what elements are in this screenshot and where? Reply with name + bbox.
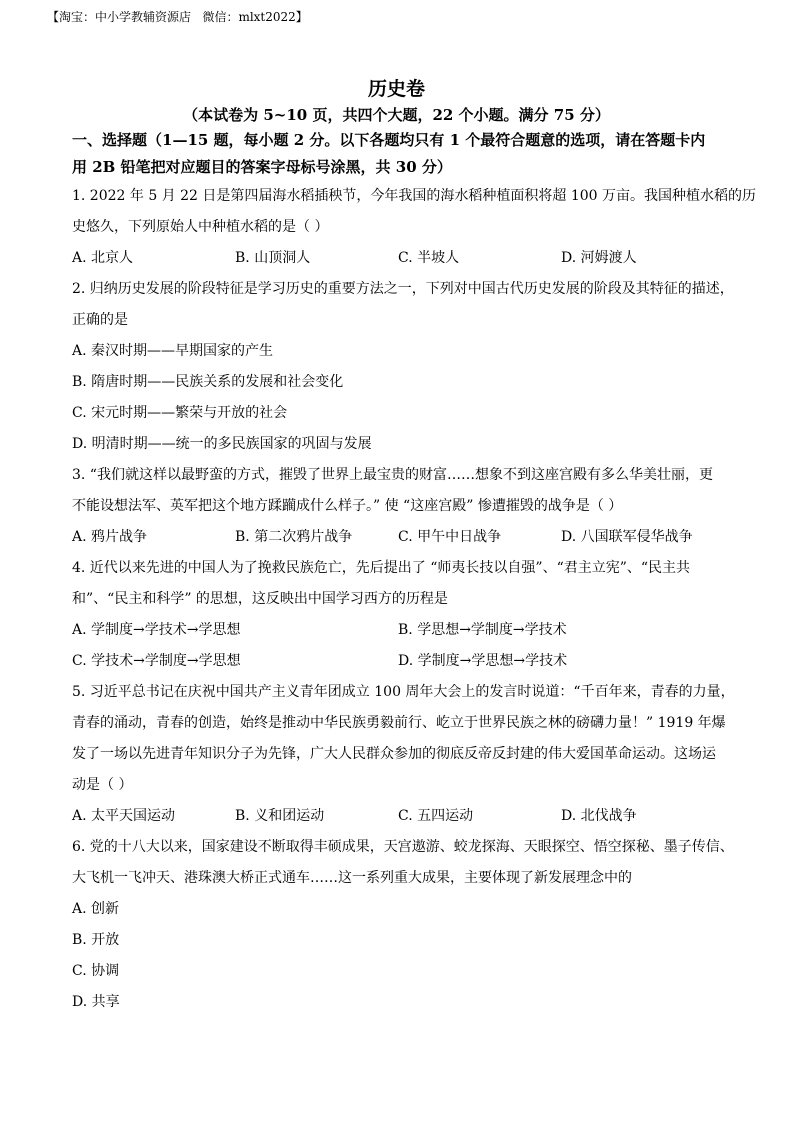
option-c: C. 甲午中日战争 (398, 529, 502, 545)
section-heading-line: 用 2B 铅笔把对应题目的答案字母标号涂黑，共 30 分） (72, 158, 452, 176)
option-row (72, 646, 724, 677)
question-stem: 动是（ ） (72, 777, 133, 793)
option-c: C. 学技术→学制度→学思想 (72, 653, 241, 669)
question-stem: 青春的涌动，青春的创造，始终是推动中华民族勇毅前行、屹立于世界民族之林的磅礴力量！” 1919 年爆 (72, 715, 726, 731)
question-stem: 6. 党的十八大以来，国家建设不断取得丰硕成果，天宫遨游、蛟龙探海、天眼探空、悟空探秘、墨子传信、 (72, 839, 734, 855)
option-d: D. 共享 (72, 994, 120, 1010)
option-b: B. 山顶洞人 (235, 250, 311, 266)
question-1 (72, 181, 757, 274)
page-header: 【淘宝：中小学教辅资源店 微信：mlxt2022】 (47, 10, 308, 24)
option-c: C. 宋元时期——繁荣与开放的社会 (72, 405, 288, 421)
option-row (72, 522, 724, 553)
question-stem: 不能设想法军、英军把这个地方蹂躏成什么样子。” 使 “这座宫殿” 惨遭摧毁的战争是（ ） (72, 498, 623, 514)
question-stem: 4. 近代以来先进的中国人为了挽救民族危亡，先后提出了 “师夷长技以自强”、“君主立宪”、“民主共 (72, 560, 691, 576)
question-stem: 发了一场以先进青年知识分子为先锋，广大人民群众参加的彻底反帝反封建的伟大爱国革命运动。这场运 (72, 746, 716, 762)
question-list (72, 181, 757, 1018)
question-stem: 史悠久，下列原始人中种植水稻的是（ ） (72, 219, 329, 235)
option-row (72, 801, 724, 832)
option-a: A. 太平天国运动 (72, 808, 176, 824)
question-stem: 1. 2022 年 5 月 22 日是第四届海水稻插秧节，今年我国的海水稻种植面积将超 100 万亩。我国种植水稻的历 (72, 188, 757, 204)
option-d: D. 北伐战争 (561, 808, 637, 824)
option-a: A. 鸦片战争 (72, 529, 148, 545)
question-5 (72, 677, 735, 832)
section-heading-line: 一、选择题（1—15 题，每小题 2 分。以下各题均只有 1 个最符合题意的选项，请在答题卡内 (72, 131, 706, 149)
option-b: B. 学思想→学制度→学技术 (398, 622, 567, 638)
question-stem: 大飞机一飞冲天、港珠澳大桥正式通车……这一系列重大成果，主要体现了新发展理念中的 (72, 870, 632, 886)
question-stem: 2. 归纳历史发展的阶段特征是学习历史的重要方法之一，下列对中国古代历史发展的阶段及其特征的描述， (72, 281, 734, 297)
option-a: A. 学制度→学技术→学思想 (72, 622, 241, 638)
question-stem: 正确的是 (72, 312, 128, 328)
question-4 (72, 553, 724, 677)
option-a: A. 北京人 (72, 250, 134, 266)
option-d: D. 河姆渡人 (561, 250, 637, 266)
section-heading (72, 127, 724, 181)
question-stem: 3. “我们就这样以最野蛮的方式，摧毁了世界上最宝贵的财富……想象不到这座宫殿有多么华美壮丽，更 (72, 467, 713, 483)
page-title: 历史卷 (367, 78, 425, 100)
option-b: B. 义和团运动 (235, 808, 325, 824)
option-d: D. 八国联军侵华战争 (561, 529, 693, 545)
option-d: D. 学制度→学思想→学技术 (398, 653, 568, 669)
page-subtitle: （本试卷为 5~10 页，共四个大题，22 个小题。满分 75 分） (183, 106, 610, 124)
option-b: B. 第二次鸦片战争 (235, 529, 353, 545)
option-a: A. 秦汉时期——早期国家的产生 (72, 343, 274, 359)
question-3 (72, 460, 724, 553)
option-c: C. 五四运动 (398, 808, 474, 824)
option-a: A. 创新 (72, 901, 120, 917)
option-c: C. 协调 (72, 963, 120, 979)
option-b: B. 隋唐时期——民族关系的发展和社会变化 (72, 374, 344, 390)
option-d: D. 明清时期——统一的多民族国家的巩固与发展 (72, 436, 372, 452)
option-c: C. 半坡人 (398, 250, 460, 266)
question-2 (72, 274, 734, 460)
question-stem: 5. 习近平总书记在庆祝中国共产主义青年团成立 100 周年大会上的发言时说道：“千百年来，青春的力量， (72, 684, 735, 700)
question-stem: 和”、“民主和科学” 的思想，这反映出中国学习西方的历程是 (72, 591, 448, 607)
option-b: B. 开放 (72, 932, 120, 948)
question-6 (72, 832, 734, 1018)
option-row (72, 615, 724, 646)
option-row (72, 243, 724, 274)
